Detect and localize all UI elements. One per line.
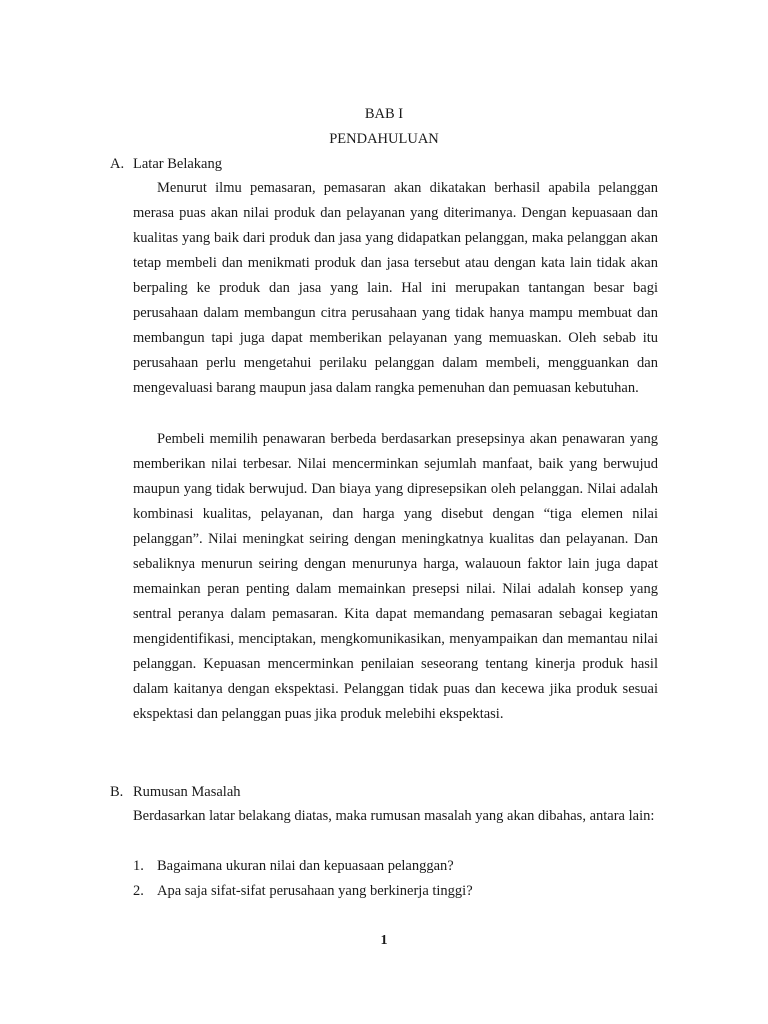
section-b-heading: [110, 782, 410, 802]
section-a-marker: A.: [110, 156, 125, 172]
problem-intro: Berdasarkan latar belakang diatas, maka rumusan masalah yang akan dibahas, antara lain:: [133, 808, 655, 824]
section-b-marker: B.: [110, 784, 124, 800]
background-paragraph-1: Menurut ilmu pemasaran, pemasaran akan dikatakan berhasil apabila pelanggan merasa puas akan nilai produk dan pelayanan yang diterimanya. Dengan kepuasaan dan kualitas yang baik dari produk dan jasa yang didapatkan pelanggan, maka pelanggan akan tetap membeli dan menikmati produk dan jasa tersebut atau dengan kata lain tidak akan berpaling ke produk dan jasa yang lain. Hal ini merupakan tantangan besar bagi perusahaan dalam membangun citra perusahaan yang tidak hanya mampu membuat dan membangun tapi juga dapat memberikan pelayanan yang memuaskan. Oleh sebab itu perusahaan perlu mengetahui perilaku pelanggan dalam membeli, mengguankan dan mengevaluasi barang maupun jasa dalam rangka pemenuhan dan pemuasan kebutuhan.: [133, 180, 658, 396]
list-item-text: Bagaimana ukuran nilai dan kepuasaan pelanggan?: [157, 858, 454, 874]
list-item-number: 2.: [133, 883, 144, 899]
list-item-text: Apa saja sifat-sifat perusahaan yang berkinerja tinggi?: [157, 883, 473, 899]
list-item: [133, 854, 658, 879]
list-item-number: 1.: [133, 858, 144, 874]
chapter-number: BAB I: [364, 106, 404, 122]
background-paragraph-2: Pembeli memilih penawaran berbeda berdasarkan presepsinya akan penawaran yang memberikan nilai terbesar. Nilai mencerminkan sejumlah manfaat, baik yang berwujud maupun yang tidak berwujud. Dan biaya yang dipresepsikan oleh pelanggan. Nilai adalah kombinasi kualitas, pelayanan, dan harga yang disebut dengan “tiga elemen nilai pelanggan”. Nilai meningkat seiring dengan meningkatnya kualitas dan pelayanan. Dan sebaliknya menurun seiring dengan menurunya harga, walauoun faktor lain juga dapat memainkan peran penting dalam memainkan presepsi nilai. Nilai adalah konsep yang sentral peranya dalam pemasaran. Kita dapat memandang pemasaran sebagai kegiatan mengidentifikasi, menciptakan, mengkomunikasikan, menyampaikan dan memantau nilai pelanggan. Kepuasan mencerminkan penilaian seseorang tentang kinerja produk hasil dalam kaitanya dengan ekspektasi. Pelanggan tidak puas dan kecewa jika produk sesuai ekspektasi dan pelanggan puas jika produk melebihi ekspektasi.: [133, 431, 658, 722]
section-a-heading: [110, 154, 410, 174]
section-a-title: Latar Belakang: [133, 156, 222, 172]
section-b-title: Rumusan Masalah: [133, 784, 241, 800]
problem-list: [133, 854, 658, 904]
list-item: [133, 879, 658, 904]
page-number: 1: [380, 933, 388, 948]
chapter-title: PENDAHULUAN: [329, 131, 439, 147]
